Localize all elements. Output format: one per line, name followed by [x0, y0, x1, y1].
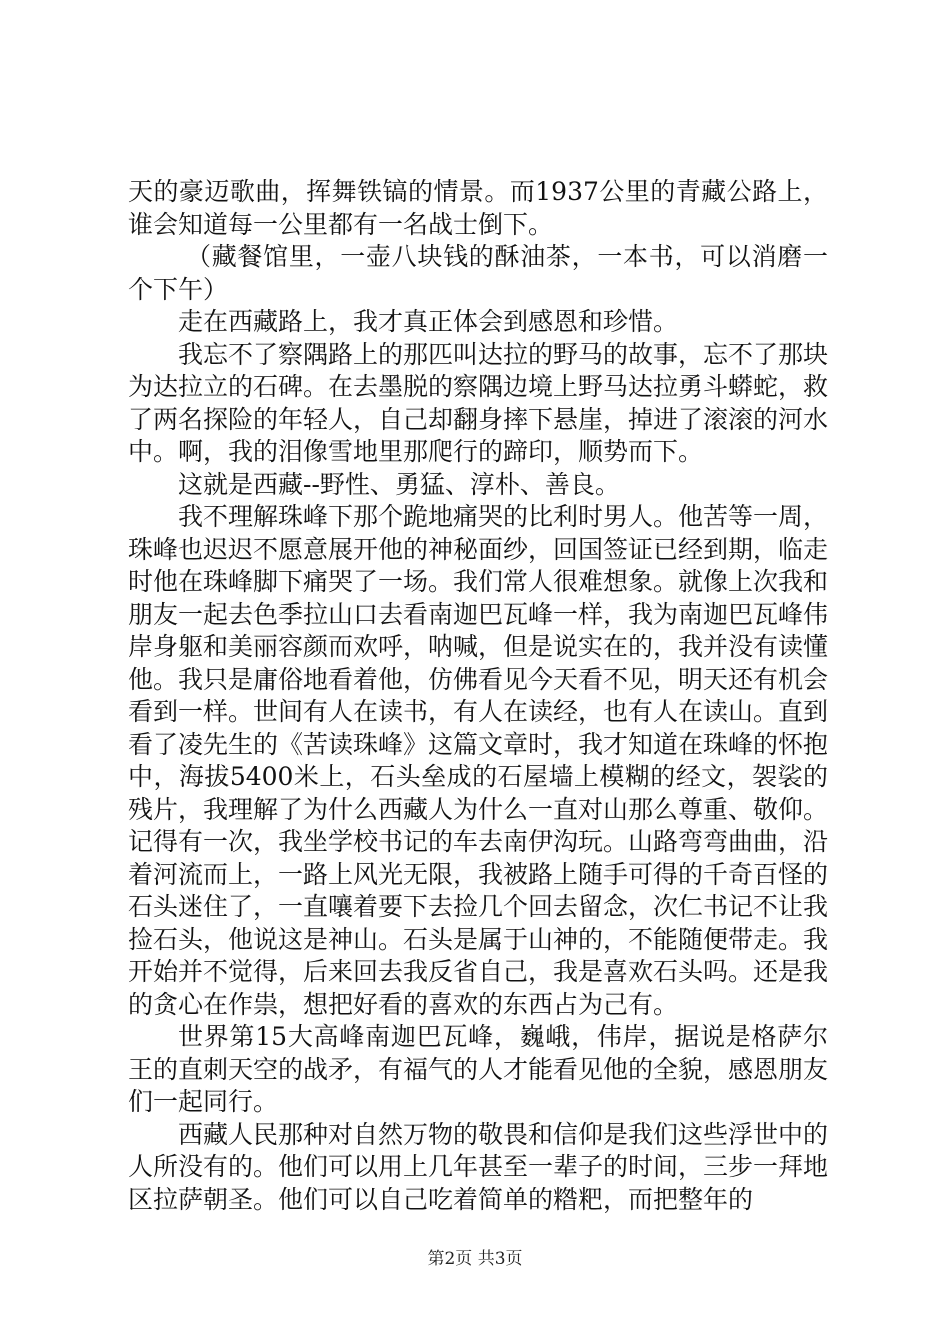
document-body: [128, 176, 828, 1216]
paragraph: 世界第15大高峰南迦巴瓦峰，巍峨，伟岸，据说是格萨尔王的直刺天空的战矛，有福气的人才能看见他的全貌，感恩朋友们一起同行。: [128, 1022, 829, 1116]
paragraph: 这就是西藏--野性、勇猛、淳朴、善良。: [178, 469, 620, 499]
paragraph: 我不理解珠峰下那个跪地痛哭的比利时男人。他苦等一周，珠峰也迟迟不愿意展开他的神秘面纱，回国签证已经到期，临走时他在珠峰脚下痛哭了一场。我们常人很难想象。就像上次我和朋友一起去色季拉山口去看南迦巴瓦峰一样，我为南迦巴瓦峰伟岸身躯和美丽容颜而欢呼，呐喊，但是说实在的，我并没有读懂他。我只是庸俗地看着他，仿佛看见今天看不见，明天还有机会看到一样。世间有人在读书，有人在读经，也有人在读山。直到看了凌先生的《苦读珠峰》这篇文章时，我才知道在珠峰的怀抱中，海拔5400米上，石头垒成的石屋墙上模糊的经文，袈裟的残片，我理解了为什么西藏人为什么一直对山那么尊重、敬仰。记得有一次，我坐学校书记的车去南伊沟玩。山路弯弯曲曲，沿着河流而上，一路上风光无限，我被路上随手可得的千奇百怪的石头迷住了，一直嚷着要下去捡几个回去留念，次仁书记不让我捡石头，他说这是神山。石头是属于山神的，不能随便带走。我开始并不觉得，后来回去我反省自己，我是喜欢石头吗。还是我的贪心在作祟，想把好看的喜欢的东西占为己有。: [128, 502, 829, 1019]
paragraph: 天的豪迈歌曲，挥舞铁镐的情景。而1937公里的青藏公路上，谁会知道每一公里都有一名战士倒下。: [128, 177, 828, 239]
paragraph: 走在西藏路上，我才真正体会到感恩和珍惜。: [178, 307, 679, 336]
paragraph: （藏餐馆里，一壶八块钱的酥油茶，一本书，可以消磨一个下午）: [128, 242, 828, 304]
paragraph: 西藏人民那种对自然万物的敬畏和信仰是我们这些浮世中的人所没有的。他们可以用上几年甚至一辈子的时间，三步一拜地区拉萨朝圣。他们可以自己吃着简单的糌粑，而把整年的: [128, 1119, 829, 1214]
paragraph: 我忘不了察隅路上的那匹叫达拉的野马的故事，忘不了那块为达拉立的石碑。在去墨脱的察隅边境上野马达拉勇斗蟒蛇，救了两名探险的年轻人，自己却翻身摔下悬崖，掉进了滚滚的河水中。啊，我的泪像雪地里那爬行的蹄印，顺势而下。: [128, 339, 829, 466]
page-number-footer: 第2页 共3页: [427, 1249, 523, 1269]
